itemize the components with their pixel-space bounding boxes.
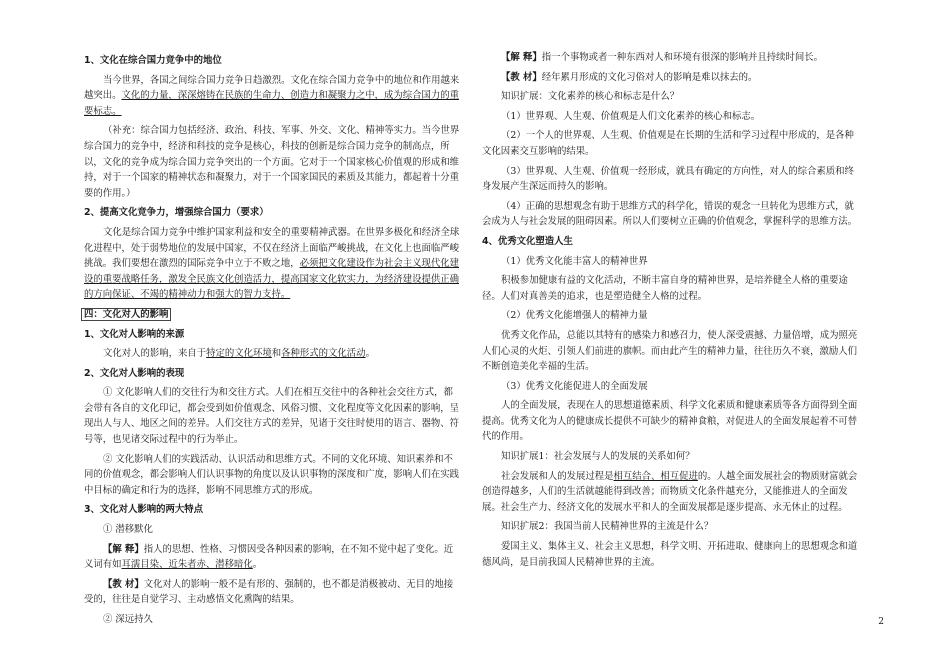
underlined-text: 相互结合、相互促进	[613, 470, 698, 482]
paragraph-spiritual-weapon	[84, 225, 462, 303]
underlined-text: 各种形式的文化活动	[281, 348, 366, 360]
underlined-text: 耳濡目染、近朱者赤、潜移暗化	[121, 559, 253, 571]
heading-improve-competitiveness: 2、提高文化竞争力，增强综合国力（要求）	[84, 207, 269, 219]
paragraph-knowledge-1: 知识扩展1：社会发展与人的发展的关系如何？	[501, 451, 695, 463]
paragraph-explanation-2	[482, 50, 862, 66]
label: 【解 释】	[501, 52, 542, 63]
boxed-heading: 四：文化对人的影响	[81, 308, 171, 321]
paragraph-knowledge-2: 知识扩展2：我国当前人民精神世界的主流是什么？	[501, 521, 714, 533]
right-column	[482, 50, 862, 574]
text: 指一个事物或者一种东西对人和环境有很深的影响并且持续时间长。	[541, 52, 824, 63]
text: 经年累月形成的文化习俗对人的影响是难以抹去的。	[541, 71, 758, 83]
text: 指人的思想、性格、习惯因受各种因素的影响，在不知不觉中起了变化。近义词有如	[84, 543, 454, 571]
text: 文化对人的影响一般不是有形的、强制的，也不都是消极被动、无目的地接受的，往往是自觉学习、主动感悟文化熏陶的结果。	[84, 578, 454, 606]
heading-culture-position: 1、文化在综合国力竞争中的地位	[84, 55, 222, 66]
paragraph-textbook-2	[482, 70, 862, 86]
text: 社会发展和人的发展过程是	[501, 470, 614, 482]
paragraph-manifestation-1: ① 文化影响人们的交往行为和交往方式。人们在相互交往中的各种社会交往方式，都会带有各自的文化印记，都会受到如价值观念、风俗习惯、文化程度等文化因素的影响，呈现出人与人、地区之间的差异。人们交往方式的差异，见诸于交往时使用的语言、器物、符号等，也见诸交际过程中的行为举止。	[84, 387, 460, 446]
paragraph-source	[84, 346, 462, 362]
heading-culture-influence	[84, 307, 462, 323]
text: 和	[271, 348, 282, 360]
paragraph-feature-1: ① 潜移默化	[103, 524, 153, 536]
text: 。	[365, 348, 375, 360]
paragraph-sub-3-body: 人的全面发展，表现在人的思想道德素质、科学文化素质和健康素质等各方面得到全面提高。优秀文化为人的健康成长提供不可缺少的精神食粮，对促进人的全面发展起着不可替代的作用。	[482, 400, 858, 443]
page-number: 2	[878, 617, 884, 627]
text: 当今世界，各国之间综合国力竞争日趋激烈。文化在综合国力竞争中的地位和作用越来越突出。	[84, 74, 460, 102]
left-column	[84, 50, 462, 632]
paragraph-competition	[84, 73, 462, 120]
underlined-text: 特定的文化环境	[206, 348, 272, 360]
paragraph-sub-3: （3）优秀文化能促进人的全面发展	[501, 380, 648, 392]
text: 文化是综合国力竞争中维护国家利益和安全的重要精神武器。在世界多极化和经济全球化进程中，处于弱势地位的发展中国家，不仅在经济上面临严峻挑战，在文化上也面临严峻挑战。我们要想在激烈的国际竞争中立于不败之地，	[84, 226, 460, 270]
paragraph-manifestation-2: ② 文化影响人们的实践活动、认识活动和思维方式。不同的文化环境、知识素养和不同的价值观念，都会影响人们认识事物的角度以及认识事物的深度和广度，影响人们在实践中目标的确定和行为的选择，影响不同思维方式的形成。	[84, 453, 460, 496]
paragraph-supplement: （补充：综合国力包括经济、政治、科技、军事、外交、文化、精神等实力。当今世界综合国力的竞争中，经济和科技的竞争是核心，科技的创新是综合国力竞争的制高点，所以，文化的竞争成为综合国力竞争突出的一个方面。它对于一个国家核心价值观的形成和维持，对于一个国家的精神状态和凝聚力，对于一个国家国民的素质及其能力，都起着十分重要的作用。）	[84, 125, 460, 199]
text: 的。人越全面发展社会的物质财富就会创造得越多，人们的生活就越能得到改善；而物质文化条件越充分，又能推进人的全面发展。社会生产力、经济文化的发展水平和人的全面发展都是逐步提高、永无休止的过程。	[482, 470, 858, 513]
heading-influence-source: 1、文化对人影响的来源	[84, 328, 185, 340]
paragraph-explanation	[84, 542, 462, 573]
text: 文化对人的影响，来自于	[103, 348, 207, 360]
label: 【解 释】	[103, 543, 144, 555]
label: 【教 材】	[103, 578, 144, 590]
paragraph-item-1: （1）世界观、人生观、价值观是人们文化素养的核心和标志。	[501, 110, 761, 122]
paragraph-feature-2: ② 深远持久	[103, 614, 153, 625]
label: 【教 材】	[501, 71, 542, 83]
heading-shape-life: 4、优秀文化塑造人生	[482, 235, 573, 247]
underlined-text: 必须把文化建设作为社会主义现代化建设的重要战略任务，激发全民族文化创造活力，提高国家文化软实力，为经济建设提供正确的方向保证、不竭的精神动力和强大的智力支持。	[84, 258, 460, 301]
paragraph-sub-1-body: 积极参加健康有益的文化活动，不断丰富自身的精神世界，是培养健全人格的重要途径。人们对真善美的追求，也是塑造健全人格的过程。	[482, 275, 848, 302]
paragraph-knowledge-1-body	[482, 469, 862, 516]
paragraph-knowledge-question: 知识扩展：文化素养的核心和标志是什么？	[501, 91, 680, 103]
heading-two-features: 3、文化对人影响的两大特点	[84, 504, 204, 516]
paragraph-item-2: （2）一个人的世界观、人生观、价值观是在长期的生活和学习过程中形成的，是各种文化因素交互影响的结果。	[482, 130, 854, 157]
heading-influence-manifestation: 2、文化对人影响的表现	[84, 367, 185, 379]
paragraph-sub-2-body: 优秀文化作品，总能以其特有的感染力和感召力，使人深受震撼、力量倍增，成为照亮人们心灵的火炬、引领人们前进的旗帜。而由此产生的精神力量，往往历久不衰，激励人们不断创造美化幸福的生活。	[482, 329, 858, 373]
paragraph-knowledge-2-body: 爱国主义、集体主义、社会主义思想，科学文明、开拓进取、健康向上的思想观念和道德风尚，是目前我国人民精神世界的主流。	[482, 541, 858, 568]
paragraph-textbook	[84, 577, 462, 608]
underlined-text: 文化的力量，深深熔铸在民族的生命力、创造力和凝聚力之中，成为综合国力的重要标志。	[84, 90, 460, 117]
paragraph-item-3: （3）世界观、人生观、价值观一经形成，就具有确定的方向性，对人的综合素质和终身发展产生深远而持久的影响。	[482, 165, 854, 193]
paragraph-sub-1: （1）优秀文化能丰富人的精神世界	[501, 255, 648, 267]
text: 。	[252, 559, 263, 571]
paragraph-item-4: （4）正确的思想观念有助于思维方式的科学化，错误的观念一旦转化为思维方式，就会成为人与社会发展的阻碍因素。所以人们要树立正确的价值观念，掌握科学的思维方法。	[482, 200, 858, 228]
paragraph-sub-2: （2）优秀文化能增强人的精神力量	[501, 310, 648, 322]
